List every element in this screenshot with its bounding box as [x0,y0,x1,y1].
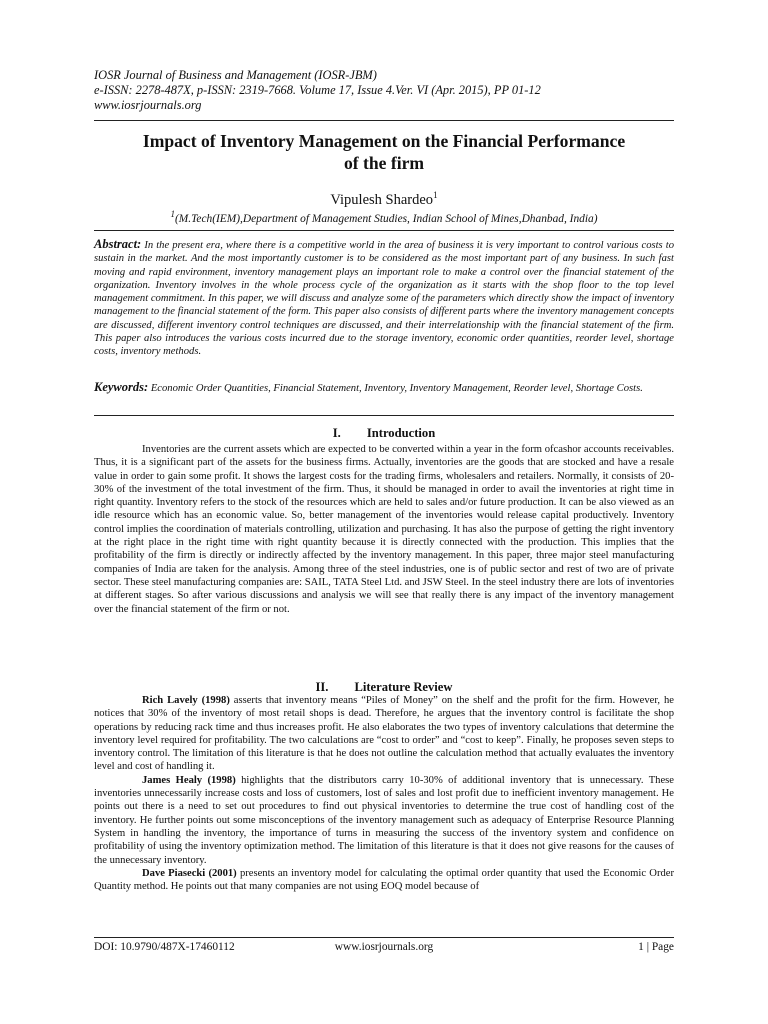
keywords [94,380,674,396]
literature-paragraph-piasecki [94,867,674,894]
title-divider [94,230,674,231]
abstract [94,238,674,359]
section-number: I. [332,426,341,440]
cited-author: Dave Piasecki (2001) [142,867,237,879]
cited-author: Rich Lavely (1998) [142,695,230,706]
section-number: II. [315,680,329,694]
affiliation-text: (M.Tech(IEM),Department of Management Studies, Indian School of Mines,Dhanbad, India) [174,212,598,225]
paper-title-line1: Impact of Inventory Management on the Financial Performance [142,131,626,151]
literature-paragraph-healy [94,774,674,867]
footer-divider [94,937,674,938]
abstract-label: Abstract: [94,237,142,251]
keywords-divider [94,415,674,416]
section-title: Introduction [366,426,436,440]
keywords-text: Economic Order Quantities, Financial Statement, Inventory, Inventory Management, Reorder level, Shortage Costs. [150,383,643,394]
keywords-label: Keywords: [94,380,149,394]
paragraph-text: presents an inventory model for calculating the optimal order quantity that used the Economic Order Quantity method. He points out that many companies are not using EOQ model because of [94,867,674,893]
journal-header [94,68,694,113]
footer-website: www.iosrjournals.org [334,941,434,953]
paper-title [94,130,674,174]
paragraph-text: highlights that the distributors carry 10-30% of additional inventory that is unnecessary. These inventories unnecessarily increase costs and loss of customers, lost of sales and lost profit due to inefficient inventory management. He points out there is a need to set out procedures to find out physical inventories to determine the true cost of handling cost of the inventory. He further points out some misconceptions of the inventory management such as adequacy of Enterprise Resource Planning System in handling the inventory, the importance of turns in measuring the success of the inventory system and confidence on profitability of using the inventory optimization method. The limitation of this literature is that it does not give reasons for the causes of the unnecessary inventory. [94,774,674,866]
abstract-text: In the present era, where there is a competitive world in the area of business it is very important to control various costs to sustain in the market. And the most importantly customer is to be considered as the most important part of any business. In such fast moving and rapid environment, inventory management plays an important role to make a control over the financial statement of the organization. Inventory involves in the whole process cycle of the organization as it starts with the shop floor to the top level management commitment. In this paper, we will discuss and analyze some of the parameters which directly show the impact of inventory management to the financial statement of the form. This paper also consists of different parts where the inventory management concepts are discussed, different inventory control techniques are discussed, and their interrelationship with the financial statement of the firm. This paper also introduces the various costs incurred due to the storage inventory, economic order quantities, reorder level, shortage costs, inventory methods. [94,240,674,358]
footer-page-number: 1 | Page [638,941,674,953]
literature-review-body [94,694,674,893]
section-title: Literature Review [354,680,453,694]
cited-author: James Healy (1998) [142,774,236,786]
author-affiliation [94,207,674,226]
author-name-text: Vipulesh Shardeo [330,191,434,208]
introduction-body [94,443,674,616]
footer-doi: DOI: 10.9790/487X-17460112 [94,941,235,953]
header-divider [94,120,674,121]
journal-name: IOSR Journal of Business and Management (IOSR-JBM) [94,68,377,82]
journal-issn: e-ISSN: 2278-487X, p-ISSN: 2319-7668. Volume 17, Issue 4.Ver. VI (Apr. 2015), PP 01-12 [94,83,541,97]
author-name [94,186,674,209]
section-heading-introduction [94,426,674,441]
section-heading-literature-review [94,680,674,695]
affiliation-superscript: 1 [170,209,175,219]
paragraph-text: asserts that inventory means “Piles of Money” on the shelf and the profit for the firm. However, he notices that 30% of the inventory of most retail shops is dead. Therefore, he argues that the inventory control is facilitate the shop operations by reducing rack time and thus increases profit. He also elaborates the two types of inventory calculations that determine the inventory level required for profitability. The two calculations are “cost to order” and “cost to keep”. Finally, he proposes seven steps to inventory control. The limitation of this literature is that he does not outline the calculation method that actually evaluates the inventory level and cost of handling it. [94,695,674,773]
introduction-paragraph: Inventories are the current assets which are expected to be converted within a year in the form ofcashor accounts receivables. Thus, it is a significant part of the assets for the business firms. Actually, inventories are the goods that are stocked and have a resale value in order to gain some profit. It shows the largest costs for the trading firms, wholesalers and retailers. Normally, it consists of 20-30% of the investment of the total investment of the firm. Thus, it should be managed in order to avail the inventories at right time in right quantity. Inventory refers to the stock of the resources which are held to sales and/or future production. It can be also viewed as an idle resource which has an economic value. So, better management of the inventories would release capital productively. Inventory control implies the coordination of materials controlling, utilization and purchasing. It has also the purpose of getting the right inventory at the right place in the right time with right quantity because it is directly connected with the production. This implies that the profitability of the firm is directly or indirectly affected by the inventory management. In this paper, three major steel manufacturing companies of India are taken for the analysis. Among three of the steel industries, one is of public sector and rest of two are of private sector. These steel manufacturing companies are: SAIL, TATA Steel Ltd. and JSW Steel. In the steel industry there are lots of inventories at different stages. So after various discussions and analysis we will see that really there is any impact of the inventory management over the financial statement of the firm or not. [94,444,674,615]
author-superscript: 1 [433,190,438,200]
literature-paragraph-lavely [94,694,674,774]
paper-title-line2: of the firm [343,153,425,173]
journal-website: www.iosrjournals.org [94,98,202,112]
